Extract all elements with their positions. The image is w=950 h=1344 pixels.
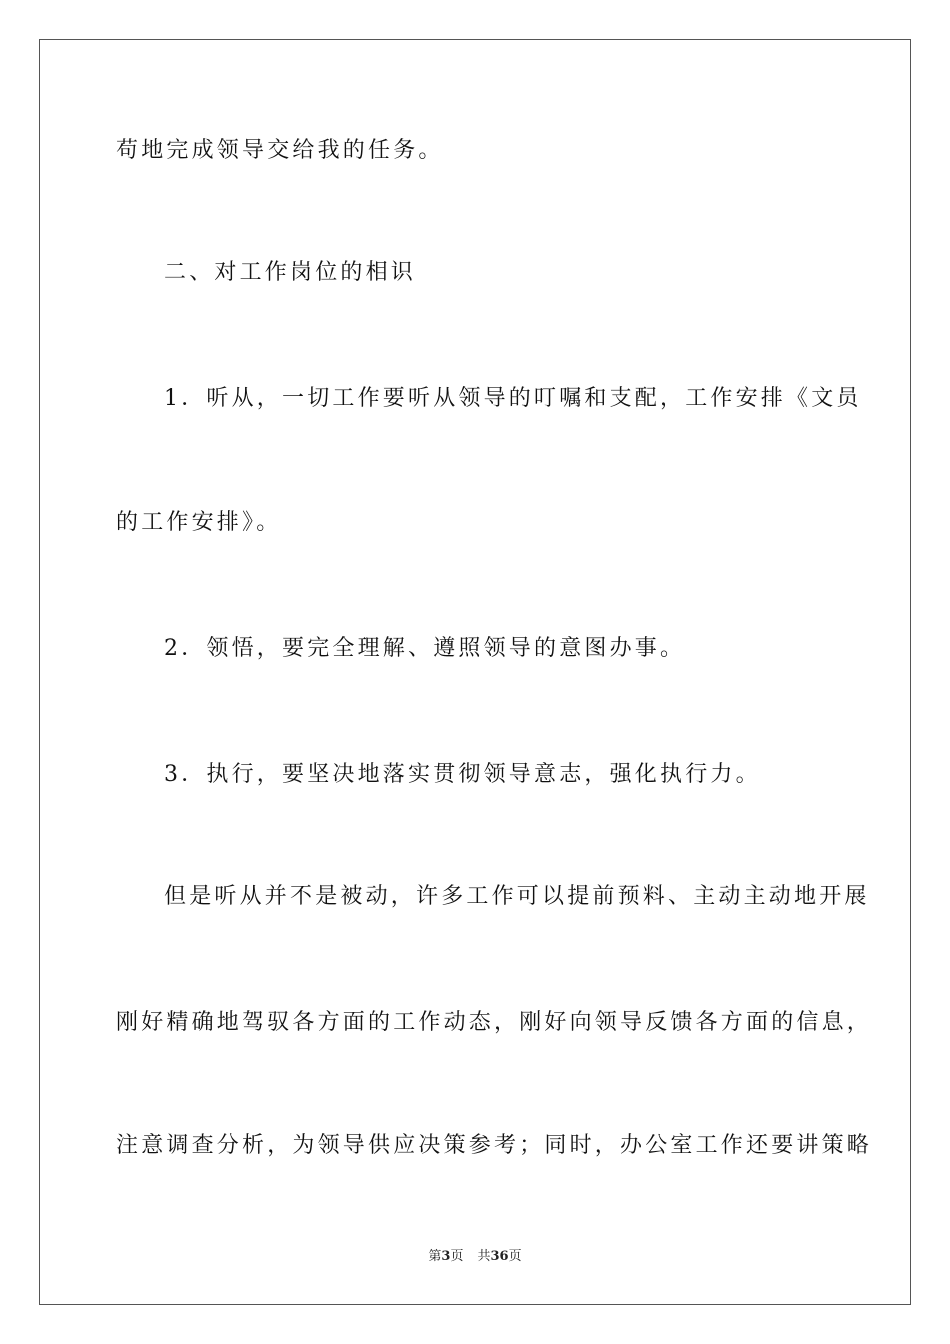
paragraph-line-1: 苟地完成领导交给我的任务。 <box>116 138 444 163</box>
footer-total-suffix: 页 <box>508 1249 522 1264</box>
page-footer <box>0 1249 950 1265</box>
paragraph-line-3: 1．听从，一切工作要听从领导的叮嘱和支配，工作安排《文员 <box>164 386 862 411</box>
paragraph-line-8: 刚好精确地驾驭各方面的工作动态，刚好向领导反馈各方面的信息， <box>116 1010 873 1035</box>
paragraph-line-5: 2．领悟，要完全理解、遵照领导的意图办事。 <box>164 636 686 661</box>
footer-page-prefix: 第 <box>428 1249 442 1264</box>
page-border <box>39 39 911 1305</box>
section-heading: 二、对工作岗位的相识 <box>164 260 417 285</box>
paragraph-line-9: 注意调查分析，为领导供应决策参考；同时，办公室工作还要讲策略 <box>116 1133 873 1158</box>
footer-page-suffix: 页 <box>450 1249 464 1264</box>
footer-total-prefix: 共 <box>477 1249 491 1264</box>
paragraph-line-4: 的工作安排》。 <box>116 510 282 535</box>
paragraph-line-7: 但是听从并不是被动，许多工作可以提前预料、主动主动地开展 <box>164 884 870 909</box>
paragraph-line-6: 3．执行，要坚决地落实贯彻领导意志，强化执行力。 <box>164 762 761 787</box>
footer-page-number: 3 <box>441 1249 451 1264</box>
footer-total-pages: 36 <box>490 1249 509 1264</box>
